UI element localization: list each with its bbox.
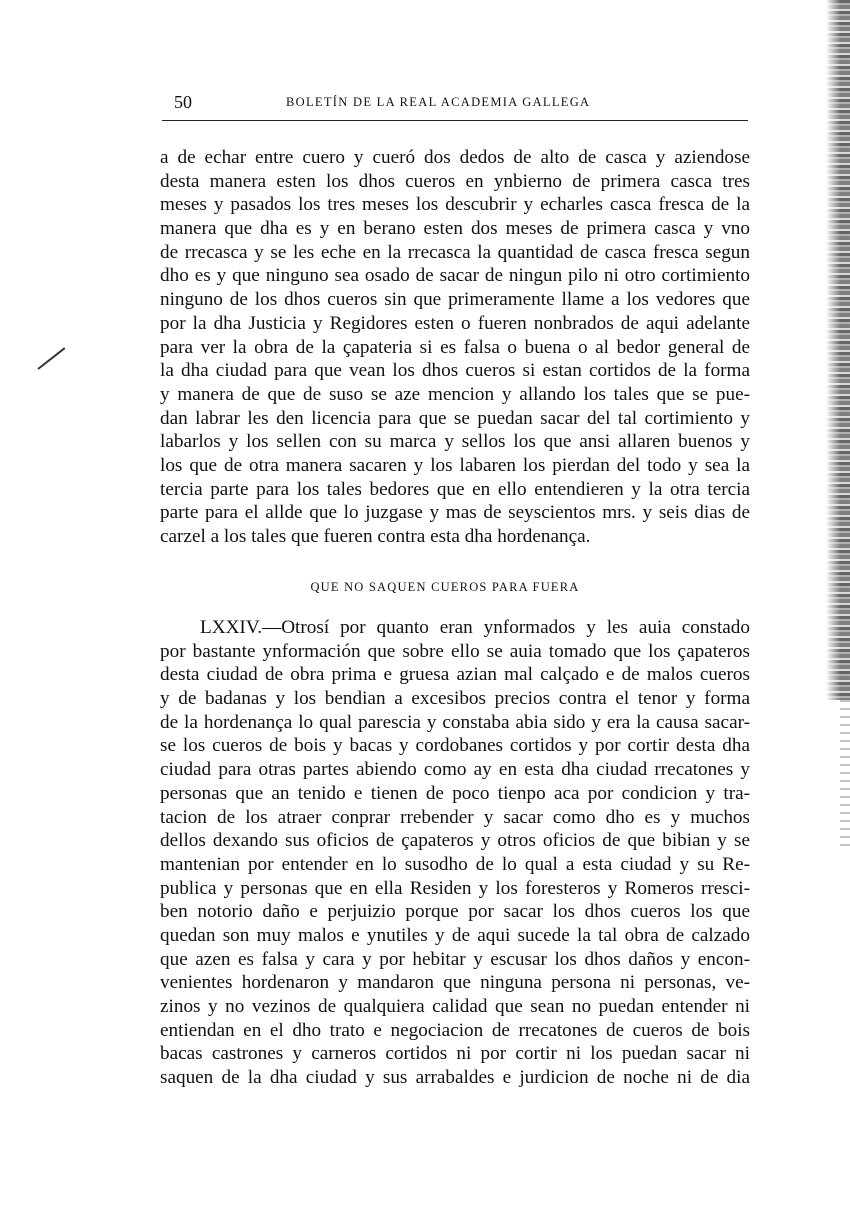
running-title: BOLETÍN DE LA REAL ACADEMIA GALLEGA <box>286 95 591 109</box>
section-heading: QUE NO SAQUEN CUEROS PARA FUERA <box>310 580 580 594</box>
paragraph-2 <box>160 616 750 1090</box>
text-line: tacion de los atraer conprar rrebender y sacar como dho es y muchos <box>160 806 750 828</box>
text-line: parte para el allde que lo juzgase y mas de seyscientos mrs. y seis dias de <box>160 502 750 524</box>
text-line: y de badanas y los bendian a excesibos precios contra el tenor y forma <box>160 688 750 710</box>
text-line: venientes hordenaron y mandaron que ninguna persona ni personas, ve- <box>160 972 750 994</box>
text-line: mantenian por entender en lo susodho de lo qual a esta ciudad y su Re- <box>160 853 750 875</box>
text-line: publica y personas que en ella Residen y los foresteros y Romeros rresci- <box>160 877 750 899</box>
text-line: zinos y no vezinos de qualquiera calidad que sean no puedan entender ni <box>160 996 750 1017</box>
text-line: a de echar entre cuero y cueró dos dedos de alto de casca y aziendose <box>160 147 750 168</box>
text-line: dho es y que ninguno sea osado de sacar de ningun pilo ni otro cortimiento <box>160 265 750 287</box>
text-line: entiendan en el dho trato e negociacion de rrecatones de cueros de bois <box>160 1019 750 1041</box>
text-line: tercia parte para los tales bedores que en ello entendieren y la otra tercia <box>160 478 750 500</box>
text-line: que azen es falsa y cara y por hebitar y escusar los dhos daños y encon- <box>160 948 750 970</box>
scan-edge-artifact <box>826 0 850 700</box>
text-line: carzel a los tales que fueren contra esta dha hordenança. <box>160 526 591 547</box>
text-line: ninguno de los dhos cueros sin que primeramente llame a los vedores que <box>160 289 750 311</box>
text-line: manera que dha es y en berano esten dos meses de primera casca y vno <box>160 218 750 240</box>
text-line: y manera de que de suso se aze mencion y allando los tales que se pue- <box>160 383 750 405</box>
text-line: desta manera esten los dhos cueros en ynbierno de primera casca tres <box>160 170 750 192</box>
text-line: personas que an tenido e tienen de poco tienpo aca por condicion y tra- <box>160 782 750 804</box>
text-line: bacas castrones y carneros cortidos ni por cortir ni los puedan sacar ni <box>160 1043 750 1065</box>
text-line: los que de otra manera sacaren y los labaren los pierdan del todo y sea la <box>160 454 750 476</box>
scan-edge-artifact-lower <box>840 700 850 850</box>
page-number: 50 <box>174 92 192 112</box>
text-line: LXXIV.—Otrosí por quanto eran ynformados y les auia constado <box>200 617 750 638</box>
paragraph-1 <box>160 146 750 549</box>
text-line: la dha ciudad para que vean los dhos cueros si estan cortidos de la forma <box>160 360 750 382</box>
text-line: por la dha Justicia y Regidores esten o fueren nonbrados de aqui adelante <box>160 312 750 334</box>
text-line: de la hordenança lo qual parescia y constaba abia sido y era la causa sacar- <box>160 711 750 733</box>
text-line: ben notorio daño e perjuizio porque por sacar los dhos cueros los que <box>160 901 750 923</box>
text-line: dan labrar les den licencia para que se puedan sacar del tal cortimiento y <box>160 407 750 429</box>
text-line: saquen de la dha ciudad y sus arrabaldes e jurdicion de noche ni de dia <box>160 1067 750 1089</box>
text-line: labarlos y los sellen con su marca y sellos los que ansi allaren buenos y <box>160 431 750 453</box>
text-line: quedan son muy malos e ynutiles y de aqui sucede la tal obra de calzado <box>160 924 750 946</box>
text-line: meses y pasados los tres meses los descubrir y echarles casca fresca de la <box>160 194 750 216</box>
text-line: por bastante ynformación que sobre ello se auia tomado que los çapateros <box>160 640 750 662</box>
text-line: para ver la obra de la çapateria si es falsa o buena o al bedor general de <box>160 336 750 358</box>
text-line: ciudad para otras partes abiendo como ay en esta dha ciudad rrecatones y <box>160 759 750 781</box>
text-line: dellos dexando sus oficios de çapateros y otros oficios de que bibian y se <box>160 830 750 852</box>
text-line: desta ciudad de obra prima e gruesa azian mal calçado e de malos cueros <box>160 664 750 686</box>
margin-pen-mark <box>37 347 65 370</box>
text-line: se los cueros de bois y bacas y cordobanes cortidos y por cortir desta dha <box>160 735 750 757</box>
header-rule <box>162 120 748 121</box>
text-line: de rrecasca y se les eche en la rrecasca la quantidad de casca fresca segun <box>160 241 750 263</box>
